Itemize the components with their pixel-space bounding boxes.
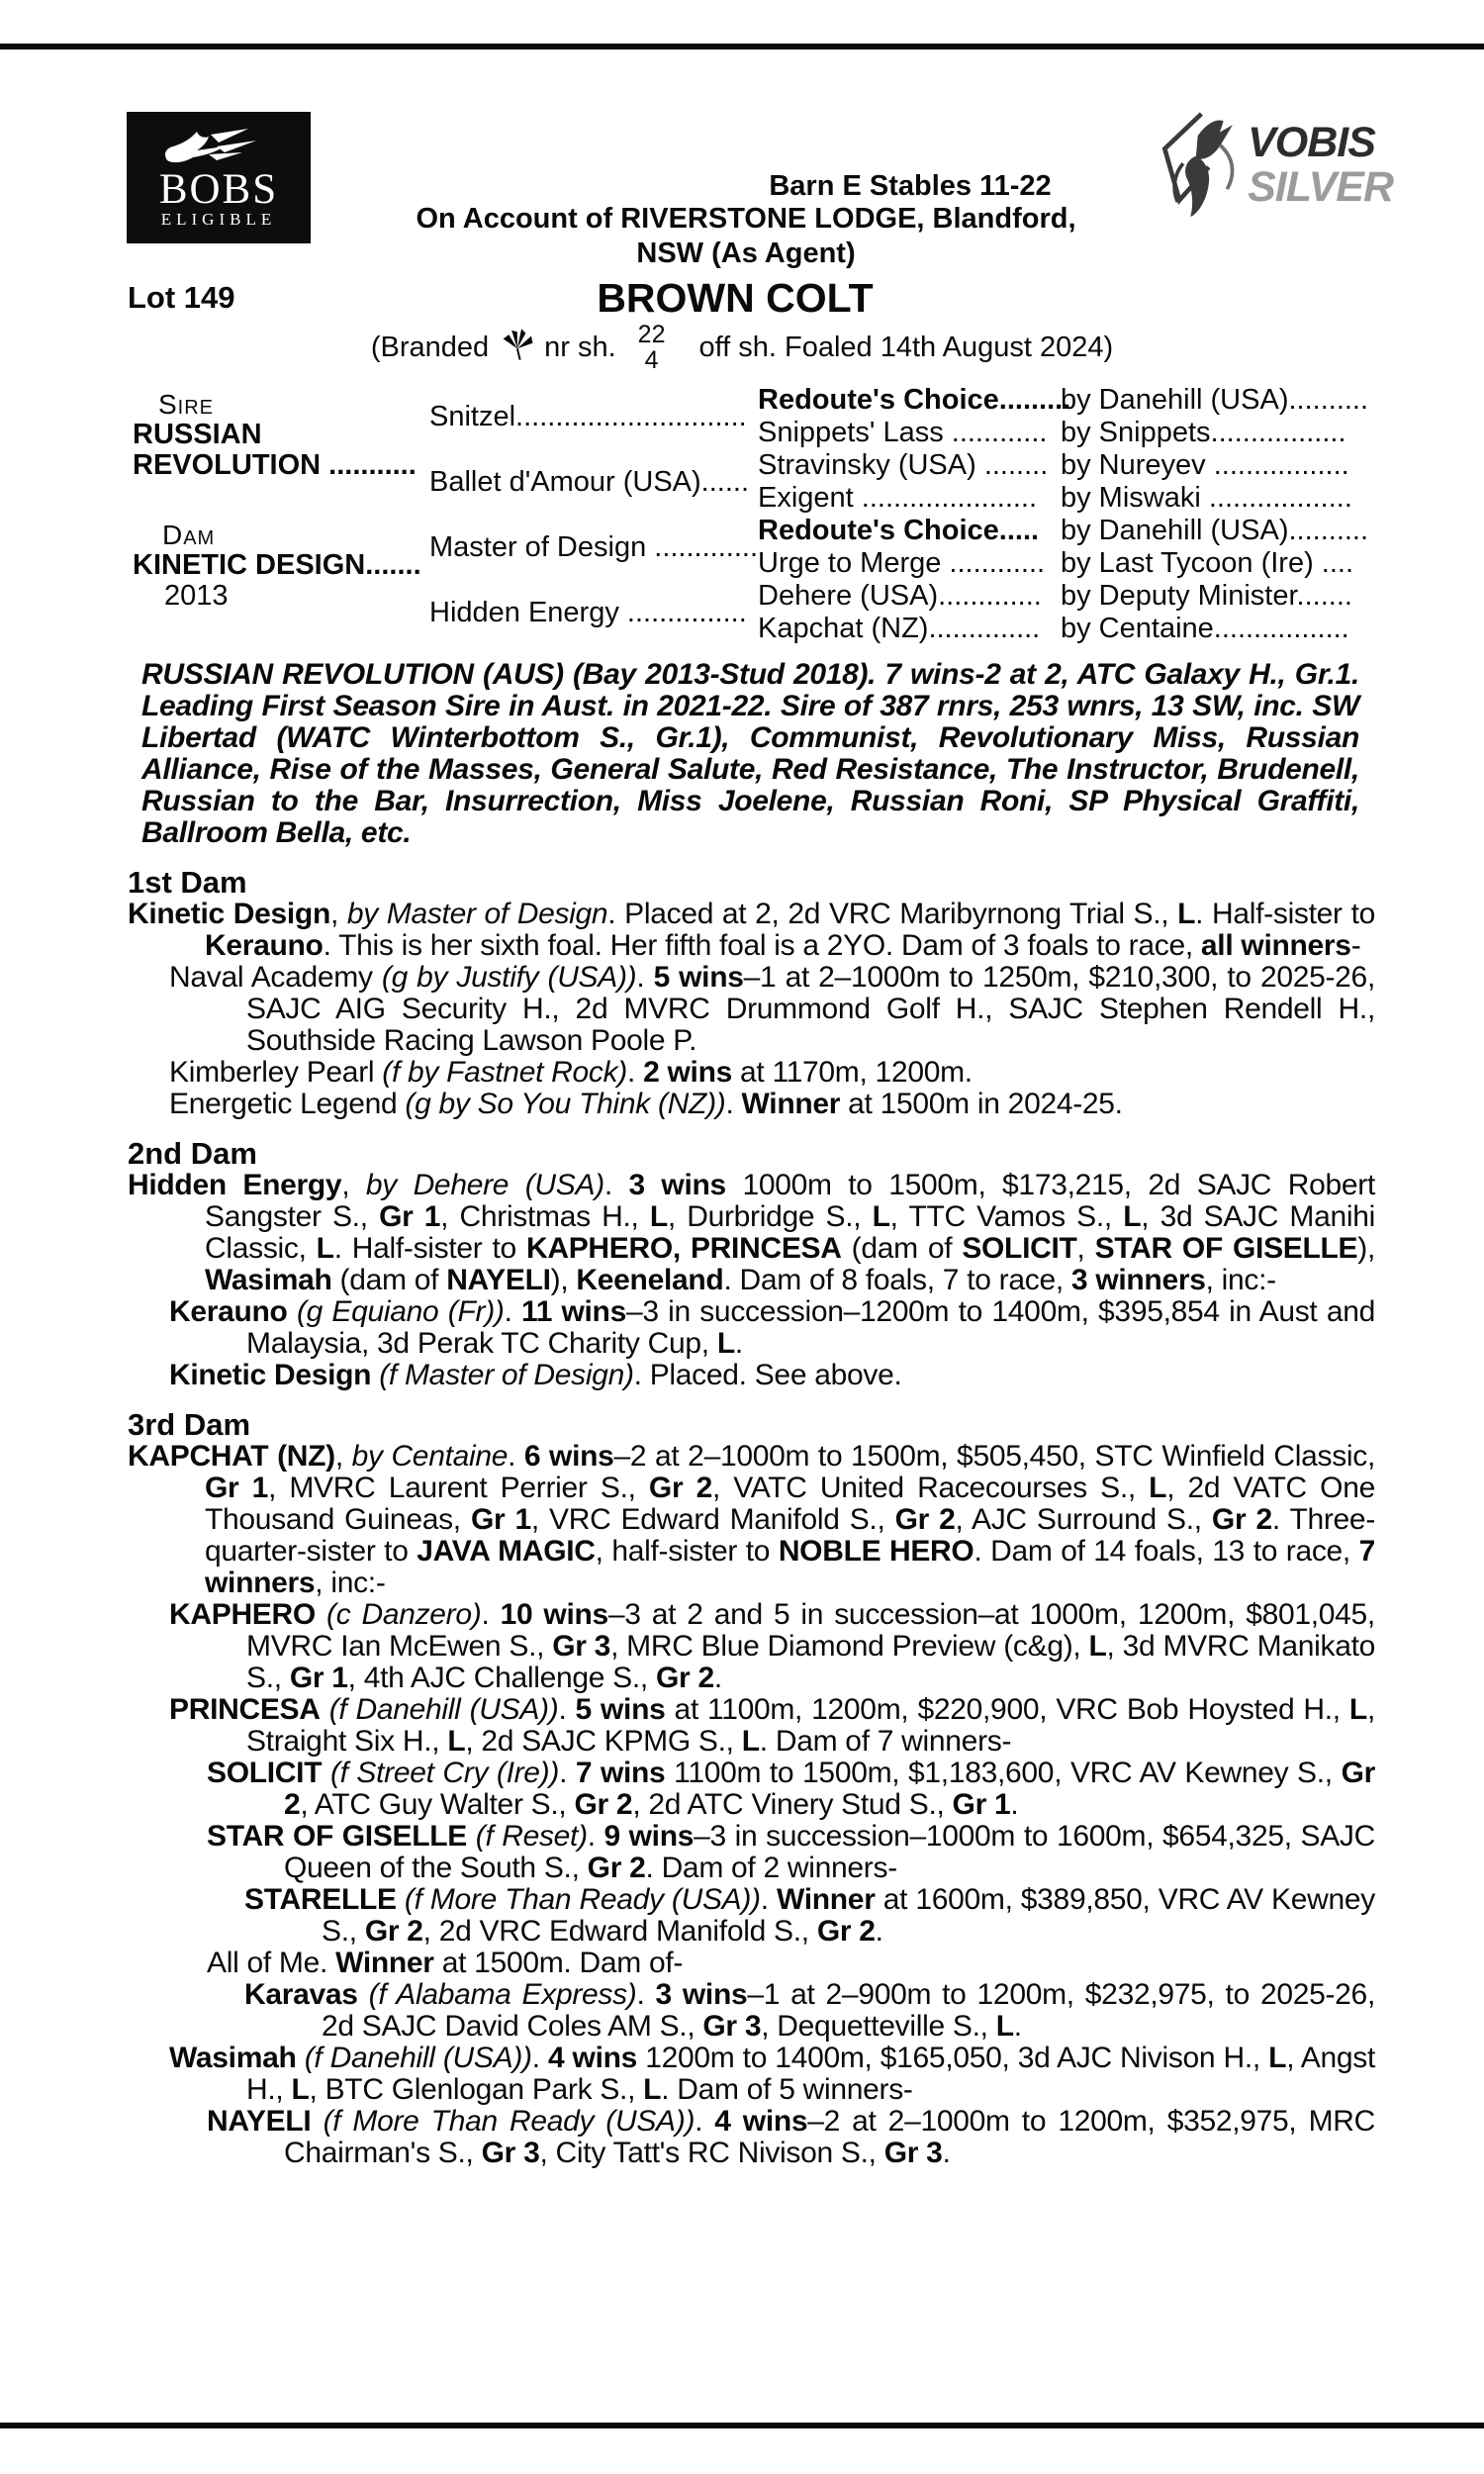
text-segment: 5 wins bbox=[575, 1693, 666, 1726]
text-segment: (c Danzero) bbox=[326, 1598, 482, 1631]
text-segment: Kimberley Pearl bbox=[169, 1056, 383, 1089]
pedigree-paragraph bbox=[128, 1440, 1484, 1599]
text-segment: at 1500m. Dam of- bbox=[433, 1947, 684, 1979]
top-divider bbox=[0, 44, 1484, 49]
bobs-eligible-logo bbox=[127, 112, 311, 243]
text-segment: 9 wins bbox=[603, 1820, 695, 1853]
brand-mark-icon bbox=[501, 327, 534, 362]
text-segment: . Half-sister to bbox=[333, 1232, 526, 1265]
text-segment: , inc:- bbox=[315, 1567, 386, 1599]
text-segment: Kinetic Design bbox=[169, 1359, 372, 1391]
text-segment: STARELLE bbox=[244, 1883, 397, 1916]
text-segment: L bbox=[291, 2073, 310, 2106]
text-segment: Winner bbox=[741, 1088, 841, 1120]
dam-section-heading: 3rd Dam bbox=[128, 1407, 251, 1442]
text-segment: , Dequetteville S., bbox=[761, 2010, 996, 2043]
text-segment: . bbox=[695, 2105, 715, 2138]
text-segment: , bbox=[341, 1169, 366, 1201]
text-segment bbox=[322, 1757, 330, 1789]
text-segment: (g by So You Think (NZ)) bbox=[405, 1088, 726, 1120]
text-segment: - bbox=[1350, 929, 1361, 962]
text-segment: (f Master of Design) bbox=[379, 1359, 634, 1391]
gen3-ancestor: Redoute's Choice..... bbox=[758, 515, 1040, 546]
text-segment: . Dam of 7 winners- bbox=[759, 1725, 1012, 1758]
bobs-horse-head-icon bbox=[159, 127, 278, 168]
text-segment: PRINCESA bbox=[169, 1693, 321, 1726]
text-segment: Energetic Legend bbox=[169, 1088, 406, 1120]
barn-line: Barn E Stables 11-22 bbox=[769, 170, 1052, 202]
text-segment: Gr 1 bbox=[205, 1472, 269, 1504]
text-segment: . bbox=[558, 1693, 576, 1726]
text-segment: –3 in succession–1200m to 1400m, $395,854 in Aust and Malaysia, 3d Perak TC Charity Cup, bbox=[246, 1295, 1375, 1360]
pedigree-paragraph bbox=[244, 1978, 1484, 2043]
gen3-ancestor: Dehere (USA)............. bbox=[758, 580, 1042, 612]
text-segment: L bbox=[1149, 1472, 1167, 1504]
pedigree-paragraph bbox=[169, 1088, 1484, 1120]
sire-name-line1: RUSSIAN bbox=[133, 419, 262, 450]
text-segment: L bbox=[1348, 1693, 1367, 1726]
text-segment: . Placed. See above. bbox=[633, 1359, 902, 1391]
text-segment: Kerauno bbox=[169, 1295, 288, 1328]
text-segment: L bbox=[716, 1327, 735, 1360]
dam-sections bbox=[0, 867, 1484, 2169]
branded-near-shoulder: nr sh. bbox=[544, 331, 616, 363]
text-segment: , 2d VRC Edward Manifold S., bbox=[422, 1915, 817, 1948]
pedigree-paragraph bbox=[128, 898, 1484, 962]
gen4-ancestor: by Last Tycoon (Ire) .... bbox=[1061, 547, 1354, 579]
text-segment: –3 in succession–1000m to 1600m, $654,325, SAJC Queen of the South S., bbox=[284, 1820, 1375, 1884]
text-segment: 4 wins bbox=[547, 2042, 638, 2074]
vobis-word: VOBIS bbox=[1248, 118, 1375, 166]
text-segment: Gr 3 bbox=[552, 1630, 611, 1663]
dam-foaling-year: 2013 bbox=[164, 580, 229, 612]
text-segment: , TTC Vamos S., bbox=[889, 1200, 1124, 1233]
text-segment: . Dam of 5 winners- bbox=[661, 2073, 913, 2106]
text-segment: STAR OF GISELLE bbox=[1094, 1232, 1358, 1265]
gen3-ancestor: Exigent ...................... bbox=[758, 482, 1038, 514]
text-segment: NAYELI bbox=[446, 1264, 551, 1296]
text-segment: Gr 2 bbox=[574, 1788, 633, 1821]
page-body bbox=[0, 384, 1484, 2169]
text-segment: at 1170m, 1200m. bbox=[731, 1056, 973, 1089]
text-segment: . bbox=[587, 1820, 604, 1853]
text-segment: 3 wins bbox=[628, 1169, 726, 1201]
text-segment bbox=[316, 1598, 326, 1631]
text-segment: . bbox=[636, 1978, 656, 2011]
text-segment: . Dam of 8 foals, 7 to race, bbox=[723, 1264, 1071, 1296]
text-segment: . Dam of 2 winners- bbox=[645, 1852, 897, 1884]
gen4-ancestor: by Danehill (USA).......... bbox=[1061, 384, 1369, 416]
text-segment: Winner bbox=[776, 1883, 876, 1916]
dam-label: Dam bbox=[162, 520, 216, 550]
text-segment: by Dehere (USA) bbox=[365, 1169, 604, 1201]
text-segment: (dam of bbox=[331, 1264, 447, 1296]
text-segment: . bbox=[627, 1056, 644, 1089]
text-segment: Gr 2 bbox=[816, 1915, 876, 1948]
text-segment bbox=[311, 2105, 323, 2138]
text-segment: by Master of Design bbox=[346, 898, 608, 930]
text-segment: all winners bbox=[1200, 929, 1351, 962]
gen2-sire-of-sire: Snitzel............................. bbox=[429, 400, 747, 432]
text-segment: L bbox=[1268, 2042, 1287, 2074]
text-segment: Winner bbox=[335, 1947, 434, 1979]
text-segment: L bbox=[649, 1200, 668, 1233]
text-segment: (f Alabama Express) bbox=[368, 1978, 637, 2011]
gen3-ancestor: Redoute's Choice......... bbox=[758, 384, 1071, 416]
text-segment: Gr 3 bbox=[883, 2137, 943, 2169]
text-segment: , BTC Glenlogan Park S., bbox=[309, 2073, 644, 2106]
branded-prefix: (Branded bbox=[370, 331, 490, 363]
text-segment: . bbox=[875, 1915, 883, 1948]
text-segment: (g by Justify (USA)) bbox=[381, 961, 637, 994]
text-segment: Gr 2 bbox=[284, 1757, 1375, 1821]
text-segment: , 2d SAJC KPMG S., bbox=[465, 1725, 742, 1758]
text-segment: . bbox=[725, 1088, 742, 1120]
brand-numbers bbox=[638, 322, 666, 373]
text-segment: Gr 2 bbox=[656, 1662, 714, 1694]
text-segment: –1 at 2–1000m to 1250m, $210,300, to 2025-26, SAJC AIG Security H., 2d MVRC Drummond Golf H., SAJC Stephen Rendell H., Southside Racing Lawson Poole P. bbox=[246, 961, 1375, 1057]
gen3-ancestor: Snippets' Lass ............ bbox=[758, 417, 1048, 448]
text-segment: (f Danehill (USA)) bbox=[304, 2042, 532, 2074]
text-segment: . bbox=[760, 1883, 777, 1916]
text-segment: 3 winners bbox=[1070, 1264, 1206, 1296]
text-segment: . Half-sister to bbox=[1195, 898, 1375, 930]
text-segment: , Durbridge S., bbox=[667, 1200, 873, 1233]
branded-line bbox=[371, 322, 1113, 373]
text-segment: at 1500m in 2024-25. bbox=[840, 1088, 1123, 1120]
lot-number: Lot 149 bbox=[128, 280, 235, 315]
text-segment: , MRC Blue Diamond Preview (c&g), bbox=[610, 1630, 1089, 1663]
dam-cell bbox=[133, 515, 429, 645]
text-segment: Naval Academy bbox=[169, 961, 382, 994]
text-segment: , 3d MVRC Manikato S., bbox=[246, 1630, 1375, 1694]
text-segment: . bbox=[1013, 2010, 1022, 2043]
text-segment: , 3d SAJC Manihi Classic, bbox=[205, 1200, 1375, 1265]
text-segment: at 1600m, $389,850, VRC AV Kewney S., bbox=[322, 1883, 1375, 1948]
text-segment: . bbox=[603, 1169, 629, 1201]
bottom-divider bbox=[0, 2423, 1484, 2428]
text-segment: Gr 3 bbox=[702, 2010, 762, 2043]
text-segment: Gr 1 bbox=[470, 1503, 531, 1536]
text-segment: . bbox=[942, 2137, 951, 2169]
text-segment: , bbox=[334, 1440, 352, 1473]
text-segment: (g Equiano (Fr)) bbox=[296, 1295, 505, 1328]
text-segment: (f Danehill (USA)) bbox=[328, 1693, 559, 1726]
text-segment: . bbox=[504, 1295, 521, 1328]
bobs-eligible-text: ELIGIBLE bbox=[160, 209, 277, 229]
text-segment: (f More Than Ready (USA)) bbox=[323, 2105, 696, 2138]
brand-number-top: 22 bbox=[637, 321, 666, 348]
text-segment: , Angst H., bbox=[246, 2042, 1376, 2106]
text-segment: SOLICIT bbox=[962, 1232, 1077, 1265]
text-segment: . bbox=[559, 1757, 576, 1789]
text-segment: Kinetic Design bbox=[128, 898, 330, 930]
text-segment: –3 at 2 and 5 in succession–at 1000m, 1200m, $801,045, MVRC Ian McEwen S., bbox=[246, 1598, 1375, 1663]
branded-suffix: off sh. Foaled 14th August 2024) bbox=[698, 331, 1114, 363]
text-segment: (f Reset) bbox=[475, 1820, 588, 1853]
gen2-dam-of-dam: Hidden Energy ............... bbox=[429, 596, 747, 628]
text-segment: by Centaine bbox=[351, 1440, 509, 1473]
text-segment: . Three-quarter-sister to bbox=[205, 1503, 1376, 1568]
text-segment: Gr 2 bbox=[1211, 1503, 1272, 1536]
text-segment: L bbox=[1088, 1630, 1107, 1663]
pedigree-paragraph bbox=[169, 1598, 1484, 1694]
text-segment: . Placed at 2, 2d VRC Maribyrnong Trial S., bbox=[607, 898, 1178, 930]
text-segment: L bbox=[872, 1200, 890, 1233]
gen2-sire-of-dam: Master of Design ............. bbox=[429, 530, 758, 563]
gen4-ancestor: by Deputy Minister....... bbox=[1061, 580, 1352, 612]
dam-section-heading: 2nd Dam bbox=[128, 1136, 257, 1171]
text-segment: NOBLE HERO bbox=[778, 1535, 974, 1568]
gen4-ancestor: by Danehill (USA).......... bbox=[1061, 515, 1369, 546]
text-segment: , bbox=[1076, 1232, 1095, 1265]
text-segment: (f More Than Ready (USA)) bbox=[404, 1883, 761, 1916]
text-segment: Gr 1 bbox=[289, 1662, 348, 1694]
text-segment: 6 wins bbox=[523, 1440, 614, 1473]
sire-cell bbox=[133, 384, 429, 515]
sire-label: Sire bbox=[158, 389, 215, 420]
text-segment: 1100m to 1500m, $1,183,600, VRC AV Kewney S., bbox=[665, 1757, 1342, 1789]
text-segment: Gr 2 bbox=[587, 1852, 646, 1884]
text-segment bbox=[467, 1820, 476, 1853]
text-segment: ), bbox=[1357, 1232, 1375, 1265]
text-segment: 7 winners bbox=[205, 1535, 1376, 1599]
consignor-location-line: NSW (As Agent) bbox=[636, 238, 856, 269]
text-segment: Keeneland bbox=[576, 1264, 724, 1296]
text-segment: Gr 1 bbox=[379, 1200, 441, 1233]
text-segment: 7 wins bbox=[575, 1757, 666, 1789]
gen3-ancestor: Urge to Merge ............ bbox=[758, 547, 1046, 579]
text-segment: Gr 2 bbox=[894, 1503, 956, 1536]
text-segment: Gr 2 bbox=[364, 1915, 423, 1948]
text-segment: . Dam of 14 foals, 13 to race, bbox=[974, 1535, 1359, 1568]
pedigree-paragraph bbox=[169, 1693, 1484, 1758]
text-segment: . bbox=[481, 1598, 501, 1631]
text-segment: Kerauno bbox=[205, 929, 324, 962]
text-segment: L bbox=[741, 1725, 760, 1758]
pedigree-paragraph bbox=[128, 1169, 1484, 1296]
gen4-ancestor: by Nureyev ................. bbox=[1061, 449, 1349, 481]
text-segment: (f by Fastnet Rock) bbox=[382, 1056, 627, 1089]
text-segment: . bbox=[734, 1327, 743, 1360]
text-segment: KAPHERO, PRINCESA bbox=[525, 1232, 842, 1265]
text-segment: L bbox=[316, 1232, 334, 1265]
gen4-ancestor: by Miswaki .................. bbox=[1061, 482, 1352, 514]
text-segment: JAVA MAGIC bbox=[417, 1535, 596, 1568]
text-segment bbox=[358, 1978, 369, 2011]
sire-summary: RUSSIAN REVOLUTION (AUS) (Bay 2013-Stud 2018). 7 wins-2 at 2, ATC Galaxy H., Gr.1. Leading First Season Sire in Aust. in 2021-22. Sire of 387 rnrs, 253 wnrs, 13 SW, inc. SW Libertad (WATC Winterbottom S., Gr.1), Communist, Revolutionary Miss, Russian Alliance, Rise of the Masses, General Salute, Red Resistance, The Instructor, Brudenell, Russian to the Bar, Insurrection, Miss Joelene, Russian Roni, SP Physical Graffiti, Ballroom Bella, etc. bbox=[141, 658, 1359, 849]
text-segment: . bbox=[508, 1440, 524, 1473]
pedigree-paragraph bbox=[207, 1820, 1484, 1884]
silver-word: SILVER bbox=[1248, 162, 1393, 211]
gen4-ancestor: by Snippets................. bbox=[1061, 417, 1346, 448]
text-segment: –2 at 2–1000m to 1500m, $505,450, STC Winfield Classic, bbox=[613, 1440, 1376, 1473]
text-segment: , Christmas H., bbox=[440, 1200, 650, 1233]
pedigree-paragraph bbox=[207, 1757, 1484, 1821]
page-title: BROWN COLT bbox=[597, 275, 874, 321]
text-segment: at 1100m, 1200m, $220,900, VRC Bob Hoysted H., bbox=[665, 1693, 1349, 1726]
brand-number-bottom: 4 bbox=[644, 346, 659, 374]
vobis-horse-icon bbox=[1156, 104, 1244, 227]
text-segment: Gr 3 bbox=[481, 2137, 540, 2169]
text-segment bbox=[321, 1693, 329, 1726]
gen3-ancestor: Kapchat (NZ).............. bbox=[758, 613, 1041, 644]
text-segment: . bbox=[531, 2042, 548, 2074]
pedigree-paragraph bbox=[169, 2042, 1484, 2106]
text-segment: , inc:- bbox=[1205, 1264, 1276, 1296]
text-segment: , 4th AJC Challenge S., bbox=[347, 1662, 656, 1694]
text-segment: –1 at 2–900m to 1200m, $232,975, to 2025-26, 2d SAJC David Coles AM S., bbox=[322, 1978, 1375, 2043]
text-segment: , City Tatt's RC Nivison S., bbox=[539, 2137, 884, 2169]
text-segment: , Straight Six H., bbox=[246, 1693, 1375, 1758]
text-segment bbox=[288, 1295, 297, 1328]
text-segment: , AJC Surround S., bbox=[955, 1503, 1212, 1536]
text-segment: 1000m to 1500m, $173,215, 2d SAJC Robert Sangster S., bbox=[205, 1169, 1375, 1233]
text-segment: , ATC Guy Walter S., bbox=[300, 1788, 575, 1821]
text-segment: , VATC United Racecourses S., bbox=[711, 1472, 1150, 1504]
text-segment: , half-sister to bbox=[595, 1535, 779, 1568]
text-segment: Gr 2 bbox=[648, 1472, 712, 1504]
pedigree-paragraph bbox=[169, 1056, 1484, 1089]
gen4-ancestor: by Centaine................. bbox=[1061, 613, 1349, 644]
dam-section-heading: 1st Dam bbox=[128, 865, 247, 900]
text-segment: L bbox=[995, 2010, 1014, 2043]
text-segment: , 2d ATC Vinery Stud S., bbox=[632, 1788, 953, 1821]
text-segment: Gr 1 bbox=[952, 1788, 1011, 1821]
text-segment bbox=[297, 2042, 305, 2074]
pedigree-paragraph bbox=[169, 1359, 1484, 1391]
text-segment: 2 wins bbox=[643, 1056, 732, 1089]
pedigree-paragraph bbox=[244, 1883, 1484, 1948]
dam-name-line: KINETIC DESIGN....... bbox=[133, 549, 421, 581]
text-segment: , 2d VATC One Thousand Guineas, bbox=[205, 1472, 1375, 1536]
text-segment: L bbox=[447, 1725, 466, 1758]
text-segment: Wasimah bbox=[205, 1264, 332, 1296]
text-segment: . bbox=[636, 961, 654, 994]
pedigree-paragraph bbox=[169, 1295, 1484, 1360]
text-segment: 10 wins bbox=[500, 1598, 608, 1631]
sire-name-line2: REVOLUTION ........... bbox=[133, 449, 417, 481]
pedigree-paragraph bbox=[207, 2105, 1484, 2169]
gen2-dam-of-sire: Ballet d'Amour (USA)...... bbox=[429, 465, 750, 498]
pedigree-paragraph bbox=[169, 961, 1484, 1057]
vobis-logo-text bbox=[1248, 118, 1393, 211]
consignor-line: On Account of RIVERSTONE LODGE, Blandford, bbox=[416, 203, 1076, 235]
text-segment: ), bbox=[550, 1264, 577, 1296]
text-segment: Karavas bbox=[244, 1978, 358, 2011]
text-segment: KAPHERO bbox=[169, 1598, 316, 1631]
text-segment: L bbox=[1177, 898, 1196, 930]
text-segment: . This is her sixth foal. Her fifth foal is a 2YO. Dam of 3 foals to race, bbox=[323, 929, 1201, 962]
text-segment: . bbox=[1010, 1788, 1019, 1821]
text-segment: 4 wins bbox=[714, 2105, 808, 2138]
bobs-logo-text: BOBS bbox=[158, 165, 279, 213]
text-segment: L bbox=[643, 2073, 662, 2106]
text-segment: , VRC Edward Manifold S., bbox=[530, 1503, 895, 1536]
text-segment: , MVRC Laurent Perrier S., bbox=[268, 1472, 649, 1504]
text-segment: L bbox=[1123, 1200, 1142, 1233]
pedigree-table bbox=[133, 384, 1484, 645]
text-segment: (dam of bbox=[841, 1232, 963, 1265]
text-segment: 11 wins bbox=[521, 1295, 626, 1328]
text-segment: STAR OF GISELLE bbox=[207, 1820, 468, 1853]
text-segment: SOLICIT bbox=[207, 1757, 323, 1789]
text-segment: (f Street Cry (Ire)) bbox=[329, 1757, 560, 1789]
text-segment: Wasimah bbox=[169, 2042, 297, 2074]
text-segment: All of Me. bbox=[207, 1947, 336, 1979]
text-segment bbox=[397, 1883, 405, 1916]
text-segment: . bbox=[713, 1662, 722, 1694]
gen3-ancestor: Stravinsky (USA) ........ bbox=[758, 449, 1049, 481]
text-segment: –2 at 2–1000m to 1200m, $352,975, MRC Chairman's S., bbox=[284, 2105, 1375, 2169]
vobis-silver-logo bbox=[1156, 103, 1393, 227]
text-segment: 5 wins bbox=[653, 961, 744, 994]
text-segment: , bbox=[329, 898, 347, 930]
pedigree-paragraph bbox=[207, 1947, 1484, 1979]
text-segment: 1200m to 1400m, $165,050, 3d AJC Nivison H., bbox=[637, 2042, 1269, 2074]
text-segment: NAYELI bbox=[207, 2105, 312, 2138]
text-segment: 3 wins bbox=[655, 1978, 748, 2011]
text-segment: Hidden Energy bbox=[128, 1169, 342, 1201]
text-segment: KAPCHAT (NZ) bbox=[128, 1440, 335, 1473]
